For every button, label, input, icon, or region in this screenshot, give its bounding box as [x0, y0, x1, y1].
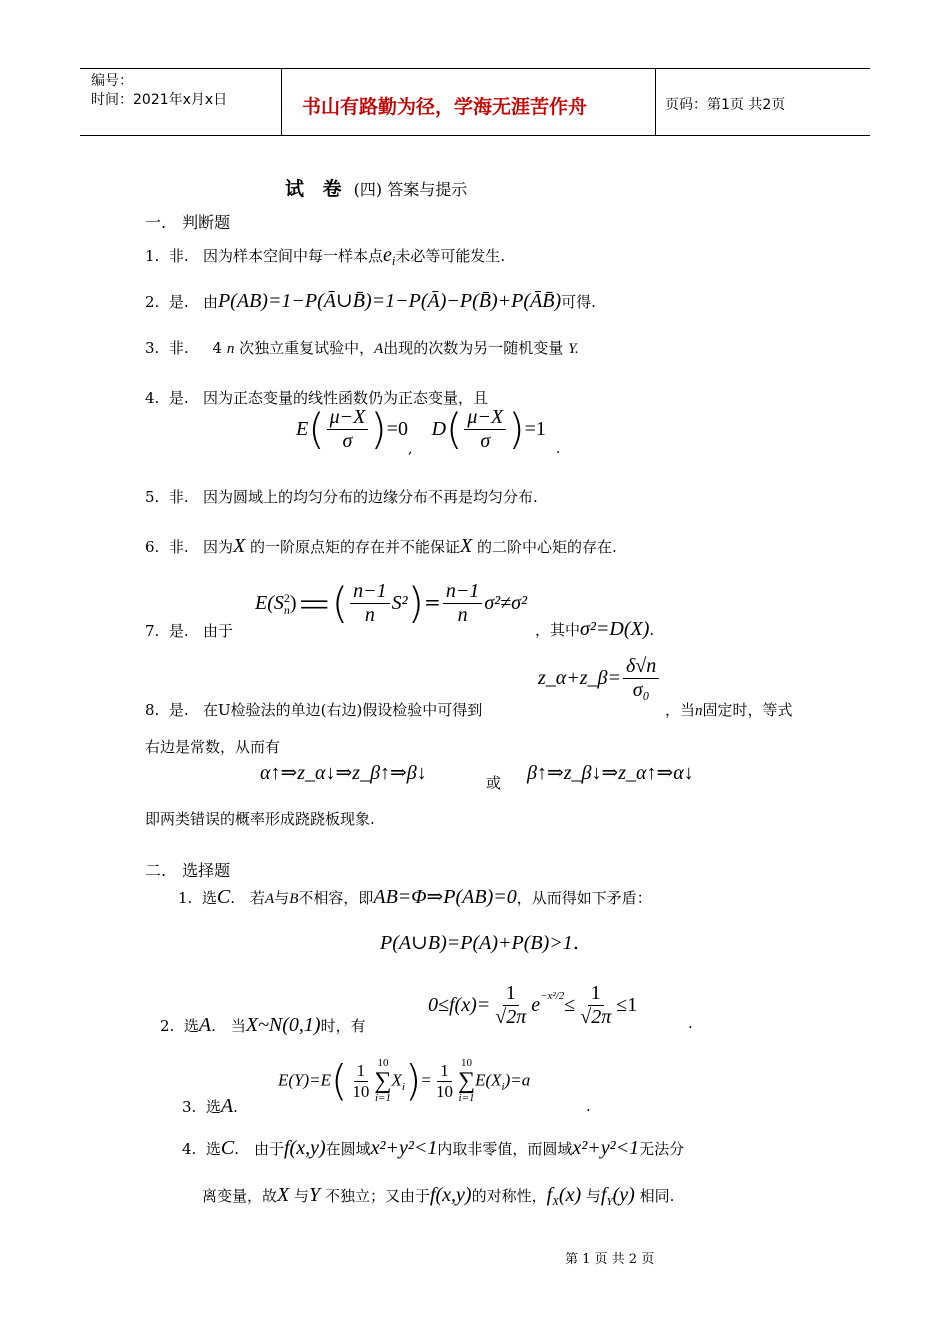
judge-item-3: 3. 非. 4 n 次独立重复试验中，A出现的次数为另一随机变量 Y.: [145, 339, 579, 357]
title-main: 试 卷: [285, 178, 348, 200]
section2-heading: 二. 选择题: [145, 861, 231, 880]
header-motto: 书山有路勤为径，学海无涯苦作舟: [302, 96, 588, 118]
section1-heading: 一. 判断题: [145, 213, 231, 232]
title-sub: (四) 答案与提示: [353, 180, 468, 199]
chain-1: α↑⇒z_α↓⇒z_β↑⇒β↓: [260, 762, 427, 784]
choice-item-3: 3. 选A.: [182, 1095, 238, 1117]
formula-choice-1: P(A∪B)=P(A)+P(B)>1.: [380, 930, 580, 954]
choice-2-dot: .: [688, 1014, 693, 1032]
formula-item-2: P(AB)=1−P(Ā∪B̄)=1−P(Ā)−P(B̄)+P(ĀB̄): [217, 290, 562, 312]
page-title: [285, 174, 467, 201]
judge-item-8-line3: 即两类错误的概率形成跷跷板现象.: [145, 810, 375, 828]
formula-item-7: E(S 2 n )=( $\frac{n-1}{n}$ S²)= $\frac{n-1}{n}$ σ²≠σ²: [255, 578, 528, 628]
judge-item-8: 8. 是. 在U检验法的单边(右边)假设检验中可得到: [145, 701, 483, 719]
choice-item-4: 4. 选C. 由于f(x,y)在圆域x²+y²<1内取非零值，而圆域x²+y²<1无法分: [182, 1137, 685, 1159]
choice-item-4-line2: 离变量，故X 与Y 不独立；又由于f(x,y)的对称性，$f_X(x)$ 与$f_Y(y)$ 相同.: [202, 1184, 675, 1208]
judge-item-1: 1. 非. 因为样本空间中每一样本点$e_i$未必等可能发生.: [145, 244, 506, 268]
header-top-rule: [80, 68, 870, 69]
judge-item-6: 6. 非. 因为X 的一阶原点矩的存在并不能保证X 的二阶中心矩的存在.: [145, 535, 617, 557]
chain-or: 或: [486, 774, 502, 792]
judge-item-5: 5. 非. 因为圆域上的均匀分布的边缘分布不再是均匀分布.: [145, 488, 538, 506]
choice-item-1: 1. 选C. 若A与B不相容，即AB=Φ⇒P(AB)=0，从而得如下矛盾：: [178, 886, 652, 908]
formula-item-4: E( $\frac{\mu-X}{\sigma}$ )$=0_,$ D( $\frac{\mu-X}{\sigma}$ )$=1_.$: [296, 404, 561, 457]
chain-2: β↑⇒z_β↓⇒z_α↑⇒α↓: [527, 762, 694, 784]
judge-item-8-line2: 右边是常数，从而有: [145, 738, 281, 756]
judge-item-8-tail: ，当n固定时，等式: [665, 701, 793, 719]
header-divider-2: [655, 68, 656, 136]
formula-choice-3: E(Y)=E( $\frac{1}{10}$ 10 ∑ i=1 $X_i)=$ $\frac{1}{10}$ 10 ∑ i=1 $E(X_i)=a$: [278, 1056, 531, 1105]
judge-item-2: 2. 是. 由P(AB)=1−P(Ā∪B̄)=1−P(Ā)−P(B̄)+P(ĀB̄)可得.: [145, 290, 596, 312]
judge-item-4: 4. 是. 因为正态变量的线性函数仍为正态变量，且: [145, 389, 488, 407]
page-footer: 第 1 页 共 2 页: [565, 1252, 655, 1267]
header-page-label: 页码：第1页 共2页: [665, 97, 786, 113]
header-bottom-rule: [80, 135, 870, 136]
choice-item-2: 2. 选A. 当X~N(0,1)时，有: [160, 1014, 366, 1036]
formula-item-8: z_α+z_β= $\frac{\delta√n}{\text{σ₀}}$: [538, 655, 661, 702]
judge-item-7: 7. 是. 由于: [145, 622, 233, 640]
formula-choice-2: 0≤f(x)= $\frac{1}{√2\pi}$ $e^{-x^2/2}\le$ $\frac{1}{√2\pi}$ ≤1: [428, 982, 638, 1028]
header-number-label: 编号：: [91, 73, 133, 89]
header-divider-1: [281, 68, 282, 136]
judge-item-7-tail: ，其中σ²=D(X).: [535, 618, 655, 640]
header-time-label: 时间：2021年x月x日: [91, 92, 228, 108]
choice-3-dot: .: [586, 1097, 591, 1115]
